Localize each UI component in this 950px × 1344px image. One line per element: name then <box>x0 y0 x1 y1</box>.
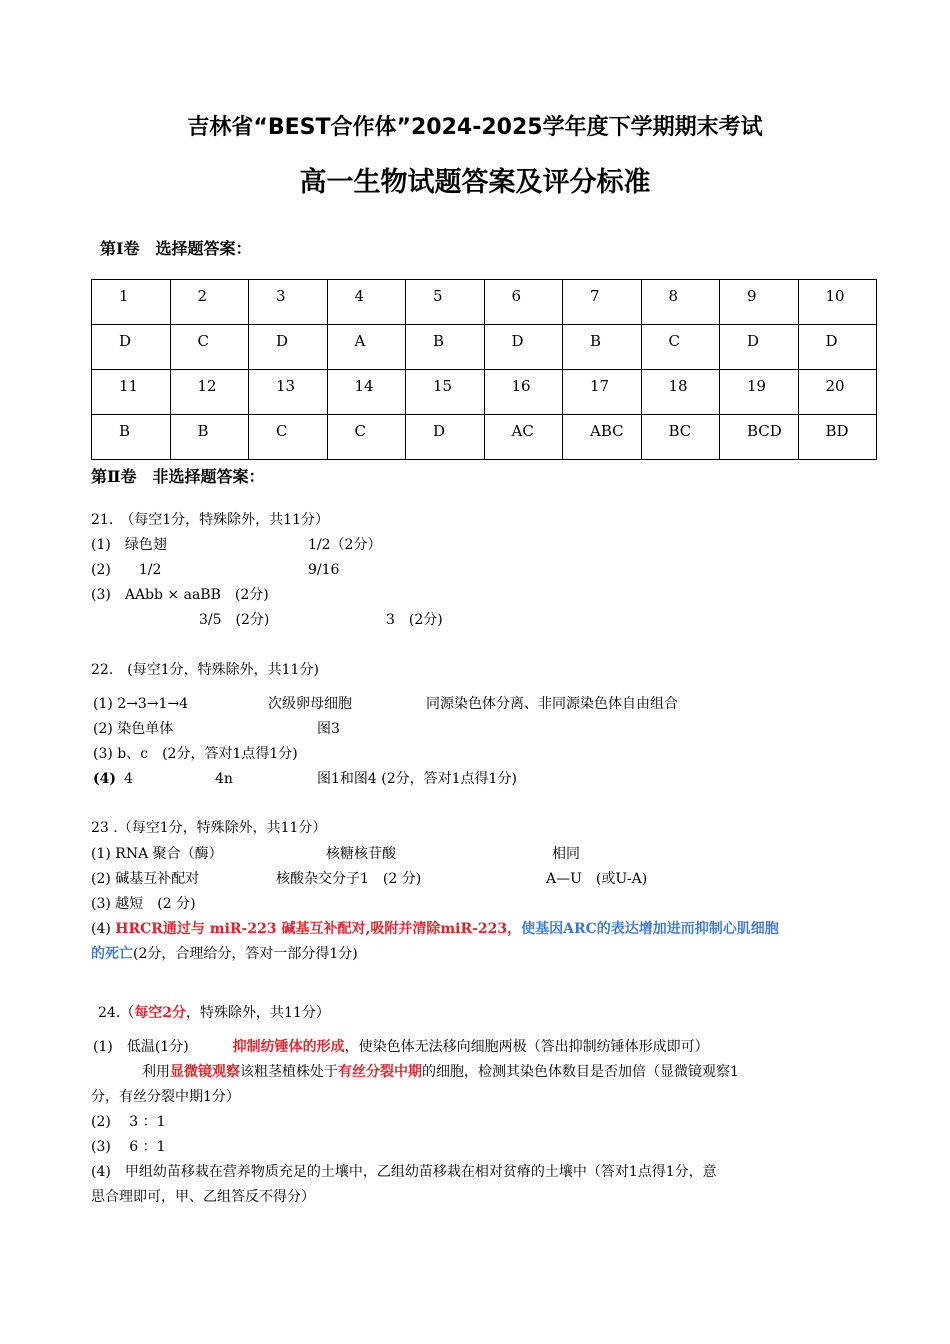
q24-answer-1-l2b: 该粗茎植株处于 <box>240 1064 338 1080</box>
q24-answer-1 <box>93 1037 709 1057</box>
q23-answer-1c: 相同 <box>552 846 580 862</box>
question-number-cell: 6 <box>484 280 563 325</box>
q23-answer-2a: (2) 碱基互补配对 <box>91 871 200 887</box>
q24-answer-1-l2a: 利用 <box>142 1064 170 1080</box>
question-number-cell: 2 <box>170 280 249 325</box>
answer-cell: BCD <box>720 415 799 460</box>
answer-cell: B <box>170 415 249 460</box>
answer-cell: BD <box>798 415 877 460</box>
answer-cell: BC <box>641 415 720 460</box>
q21-answer-1a: (1) 绿色翅 <box>91 537 167 553</box>
answer-row <box>92 325 877 370</box>
answer-cell: C <box>641 325 720 370</box>
q21-answer-2a: (2) 1/2 <box>91 562 162 578</box>
answer-key-title: 高一生物试题答案及评分标准 <box>299 167 651 198</box>
q24-heading-a: 24.（ <box>98 1005 135 1021</box>
q22-answer-4d: 图1和图4 (2分，答对1点得1分) <box>317 771 517 787</box>
question-number-cell: 9 <box>720 280 799 325</box>
q23-answer-4-blue: 使基因ARC的表达增加进而抑制心肌细胞 <box>521 921 779 937</box>
q24-answer-4-line2: 思合理即可，甲、乙组答反不得分） <box>91 1189 315 1205</box>
q24-answer-1-line2 <box>142 1062 739 1082</box>
question-number-cell: 18 <box>641 370 720 415</box>
question-number-cell: 11 <box>92 370 171 415</box>
q21-answer-4a: 3/5 (2分) <box>199 612 270 628</box>
answer-cell: D <box>406 415 485 460</box>
question-number-cell: 4 <box>327 280 406 325</box>
question-number-cell: 19 <box>720 370 799 415</box>
q21-heading: 21. （每空1分，特殊除外，共11分） <box>91 512 329 528</box>
q22-answer-1b: 次级卵母细胞 <box>268 696 352 712</box>
q23-answer-4-note: (2分，合理给分，答对一部分得1分) <box>133 946 358 962</box>
question-number-cell: 3 <box>249 280 328 325</box>
q24-answer-1b: ，使染色体无法移向细胞两极（答出抑制纺锤体形成即可） <box>344 1039 709 1055</box>
q22-answer-4-label: (4) <box>93 771 116 787</box>
q23-answer-2b: 核酸杂交分子1 (2 分) <box>276 871 422 887</box>
exam-title: 吉林省“BEST合作体”2024-2025学年度下学期期末考试 <box>187 115 763 140</box>
question-number-cell: 17 <box>563 370 642 415</box>
q24-answer-4-line1: (4) 甲组幼苗移栽在营养物质充足的土壤中，乙组幼苗移栽在相对贫瘠的土壤中（答对1点得1分，意 <box>91 1164 717 1180</box>
q24-answer-1-line3: 分，有丝分裂中期1分） <box>91 1089 240 1105</box>
q24-heading-b: ，特殊除外，共11分） <box>186 1005 330 1021</box>
q24-heading-red: 每空2分 <box>134 1005 187 1021</box>
part2-heading: 第Ⅱ卷 非选择题答案： <box>91 467 265 486</box>
question-number-cell: 13 <box>249 370 328 415</box>
answer-cell: D <box>798 325 877 370</box>
question-number-row <box>92 370 877 415</box>
answer-cell: B <box>92 415 171 460</box>
q24-answer-1-l2c: 的细胞，检测其染色体数目是否加倍（显微镜观察1 <box>422 1064 739 1080</box>
choice-answer-table <box>91 279 877 460</box>
question-number-cell: 1 <box>92 280 171 325</box>
q24-answer-2: (2) 3 ：1 <box>91 1114 166 1130</box>
q23-heading: 23 .（每空1分，特殊除外，共11分） <box>91 820 327 836</box>
q23-answer-3: (3) 越短 (2 分) <box>91 896 196 912</box>
q23-answer-4-red: HRCR通过与 miR-223 碱基互补配对,吸附并清除miR-223 <box>115 921 508 937</box>
answer-cell: C <box>249 415 328 460</box>
q24-answer-1-red3: 有丝分裂中期 <box>338 1064 422 1080</box>
q21-answer-2b: 9/16 <box>308 562 340 578</box>
question-number-cell: 8 <box>641 280 720 325</box>
answer-cell: D <box>720 325 799 370</box>
answer-cell: D <box>484 325 563 370</box>
q24-answer-3: (3) 6 ：1 <box>91 1139 166 1155</box>
answer-cell: AC <box>484 415 563 460</box>
q21-answer-1b: 1/2（2分） <box>308 537 382 553</box>
q21-answer-3: (3) AAbb × aaBB (2分) <box>91 587 269 603</box>
q22-answer-4c: 4n <box>215 771 233 787</box>
question-number-cell: 20 <box>798 370 877 415</box>
question-number-cell: 15 <box>406 370 485 415</box>
q22-answer-2b: 图3 <box>317 721 340 737</box>
q23-answer-4-sep: ， <box>507 921 522 937</box>
question-number-cell: 7 <box>563 280 642 325</box>
answer-cell: B <box>563 325 642 370</box>
q22-answer-4b: 4 <box>124 771 133 787</box>
q23-answer-1b: 核糖核苷酸 <box>326 846 396 862</box>
q23-answer-4-line2 <box>91 944 358 964</box>
q22-answer-1a: (1) 2→3→1→4 <box>93 696 189 712</box>
question-number-row <box>92 280 877 325</box>
answer-cell: A <box>327 325 406 370</box>
q24-heading <box>98 1003 330 1023</box>
q23-answer-1a: (1) RNA 聚合（酶） <box>91 846 223 862</box>
q24-answer-1a: (1) 低温(1分) <box>93 1039 189 1055</box>
q24-answer-1-red2: 显微镜观察 <box>170 1064 240 1080</box>
answer-cell: B <box>406 325 485 370</box>
answer-cell: ABC <box>563 415 642 460</box>
q22-answer-3: (3) b、c (2分，答对1点得1分) <box>93 746 298 762</box>
answer-cell: D <box>249 325 328 370</box>
question-number-cell: 5 <box>406 280 485 325</box>
q24-answer-1-red: 抑制纺锤体的形成 <box>232 1039 345 1055</box>
answer-cell: C <box>327 415 406 460</box>
q23-answer-4-line1 <box>91 919 779 939</box>
question-number-cell: 10 <box>798 280 877 325</box>
q23-answer-4-label: (4) <box>91 921 116 937</box>
q22-answer-2a: (2) 染色单体 <box>93 721 174 737</box>
q22-heading: 22. (每空1分，特殊除外，共11分) <box>91 662 319 678</box>
answer-cell: C <box>170 325 249 370</box>
question-number-cell: 14 <box>327 370 406 415</box>
q23-answer-2c: A—U (或U-A) <box>546 871 648 887</box>
answer-cell: D <box>92 325 171 370</box>
question-number-cell: 12 <box>170 370 249 415</box>
q23-answer-4-blue-tail: 的死亡 <box>91 946 133 962</box>
question-number-cell: 16 <box>484 370 563 415</box>
q21-answer-4b: 3 (2分) <box>386 612 443 628</box>
q22-answer-1c: 同源染色体分离、非同源染色体自由组合 <box>426 696 678 712</box>
answer-row <box>92 415 877 460</box>
part1-heading: 第Ⅰ卷 选择题答案： <box>100 239 252 258</box>
